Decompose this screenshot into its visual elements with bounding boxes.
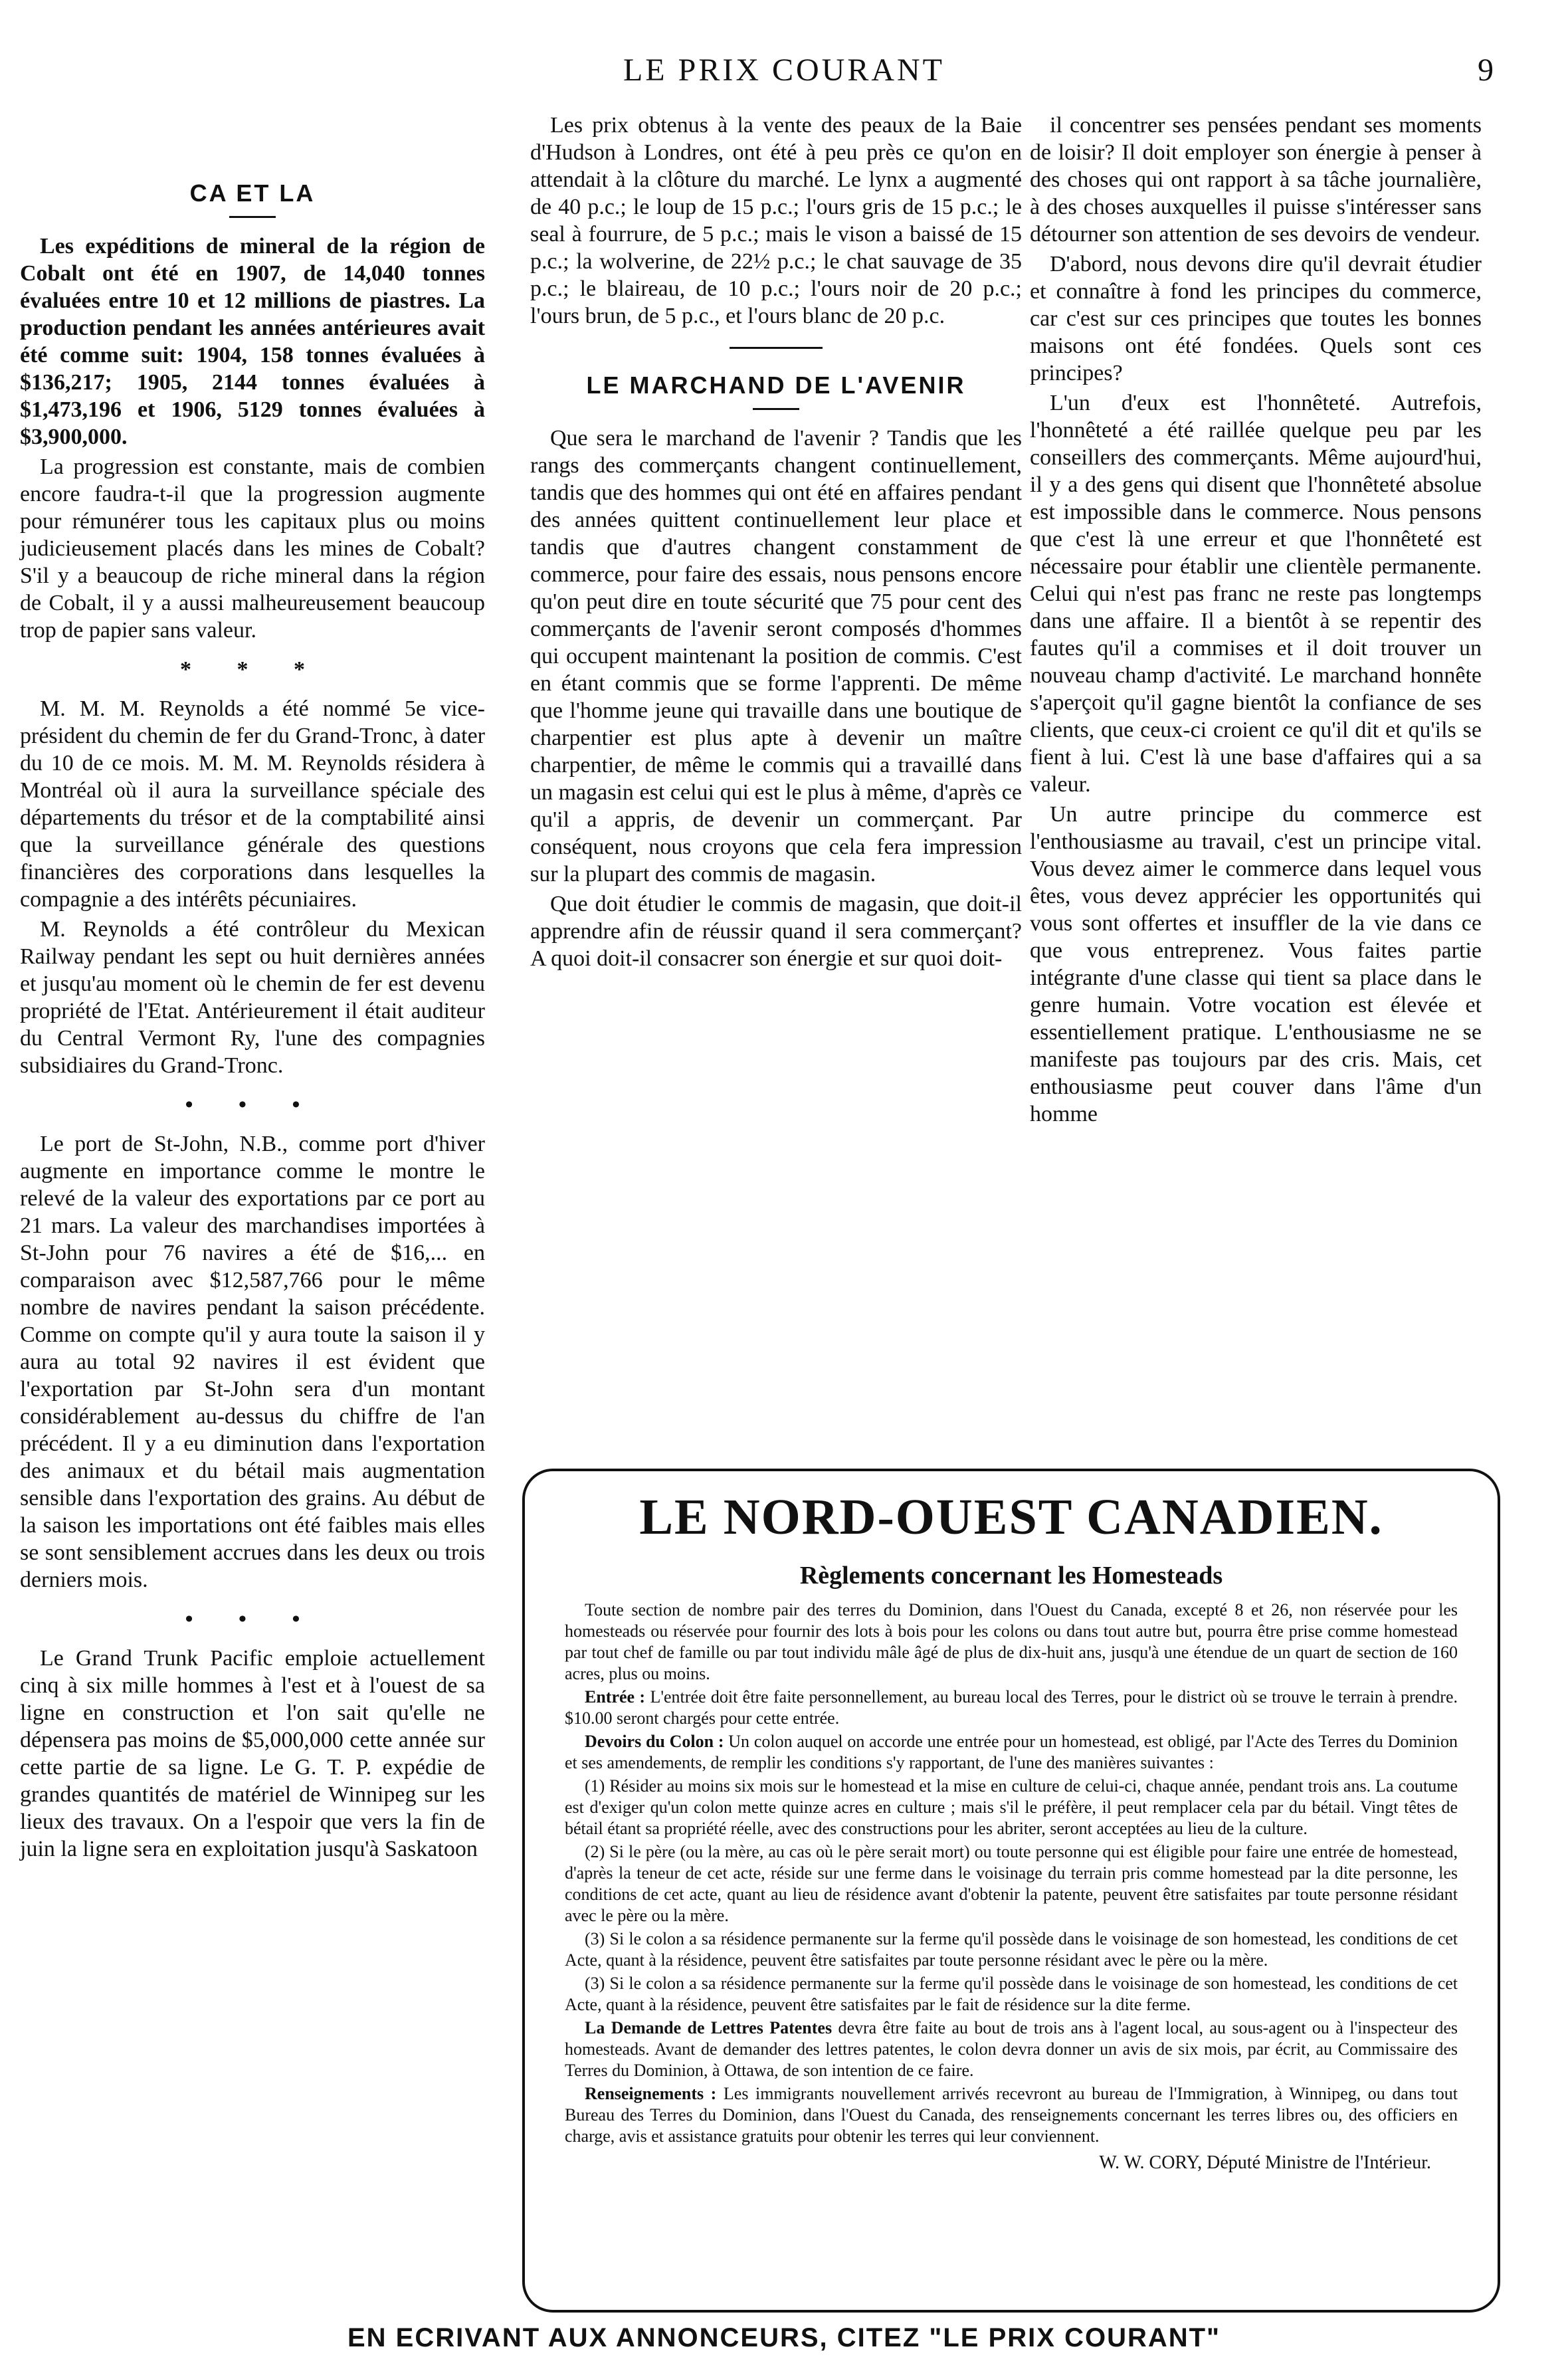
paragraph: Le Grand Trunk Pacific emploie actuellement cinq à six mille hommes à l'est et à l'ouest de sa ligne en construction et l'on sait qu'elle ne dépensera pas moins de $5,000,000 cette année sur cette partie de sa ligne. Le G. T. P. expédie de grandes quantités de matériel de Winnipeg sur les lieux des travaux. On a l'espoir que vers la fin de juin la ligne sera en exploitation jusqu'à Saskatoon (20, 1646, 485, 1861)
paragraph: M. Reynolds a été contrôleur du Mexican Railway pendant les sept ou huit dernières années et jusqu'au moment où le chemin de fer est devenu propriété de l'Etat. Antérieurement il était auditeur du Central Vermont Ry, l'une des compagnies subsidiaires du Grand-Tronc. (20, 917, 485, 1078)
paragraph: D'abord, nous devons dire qu'il devrait étudier et connaître à fond les principes du commerce, car c'est sur ces principes que toutes les bonnes maisons ont été fondées. Quels sont ces principes? (1030, 252, 1482, 385)
column-left (20, 179, 485, 1865)
ad-text: devra être faite au bout de trois ans à l'agent local, au sous-agent ou à l'inspecteur des homesteads. Avant de demander des lettres patentes, le colon devra donner un avis de six mois, par écrit, au Commissaire des Terres du Dominion, à Ottawa, de son intention de ce faire. (565, 2018, 1458, 2080)
page-footer: EN ECRIVANT AUX ANNONCEURS, CITEZ "LE PRIX COURANT" (347, 2323, 1221, 2352)
divider (730, 347, 823, 349)
ad-lead: Devoirs du Colon : (585, 1732, 724, 1751)
ad-condition: (3) Si le colon a sa résidence permanente sur la ferme qu'il possède dans le voisinage de son homestead, les conditions de cet Acte, quant à la résidence, peuvent être satisfaites par toute personne résidant avec le père ou la mère. (565, 1929, 1458, 1970)
paragraph: Un autre principe du commerce est l'enthousiasme au travail, c'est un principe vital. Vous devez aimer le commerce dans lequel vous êtes, vous devez apprécier les opportunités qui vous sont offertes et insuffler de la vie dans ce que vous entreprenez. Vous faites partie intégrante d'une classe qui tient sa place dans le genre humain. Votre vocation est élevée et essentiellement pratique. L'enthousiasme ne se manifeste pas toujours par des cris. Mais, cet enthousiasme peut couver dans l'âme d'un homme (1030, 802, 1482, 1126)
ad-text: L'entrée doit être faite personnellement, au bureau local des Terres, pour le district où se trouve le terrain à prendre. $10.00 seront chargés pour cette entrée. (565, 1687, 1458, 1728)
ad-paragraph (565, 2083, 1458, 2147)
ad-paragraph (565, 1687, 1458, 1729)
ad-lead: Renseignements : (585, 2084, 717, 2103)
paragraph: il concentrer ses pensées pendant ses moments de loisir? Il doit employer son énergie à penser à des choses qui ont rapport à sa tâche journalière, à des choses auxquelles il puisse s'intéresser sans détourner son attention de ses devoirs de vendeur. (1030, 113, 1482, 247)
ad-paragraph: Toute section de nombre pair des terres du Dominion, dans l'Ouest du Canada, excepté 8 et 26, non réservée pour les homesteads ou réservée pour fournir des lots à bois pour les colons ou dans tout autre but, pourra être prise comme homestead par tout chef de famille ou par tout individu mâle âgé de plus de dix-huit ans, jusqu'à une étendue de un quart de section de 160 acres, plus ou moins. (565, 1600, 1458, 1683)
paragraph: M. M. M. Reynolds a été nommé 5e vice-président du chemin de fer du Grand-Tronc, à dater du 10 de ce mois. M. M. M. Reynolds résidera à Montréal où il aura la surveillance spéciale des départements du trésor et de la comptabilité ainsi que la surveillance générale des questions financières des corporations dans lesquelles la compagnie a des intérêts pécuniaires. (20, 696, 485, 912)
ad-text: Les immigrants nouvellement arrivés recevront au bureau de l'Immigration, à Winnipeg, ou dans tout Bureau des Terres du Dominion, dans l'Ouest du Canada, des renseignements concernant les terres libres ou, des officiers en charge, avis et assistance gratuits pour obtenir les terres qui leur conviennent. (565, 2084, 1458, 2146)
paragraph: Le port de St-John, N.B., comme port d'hiver augmente en importance comme le montre le relevé de la valeur des exportations par ce port au 21 mars. La valeur des marchandises importées à St-John pour 76 navires a été de $16,... en comparaison avec $12,587,766 pour le même nombre de navires pendant la saison précédente. Comme on compte qu'il y aura toute la saison il y aura au total 92 navires il est évident que l'exportation par St-John sera d'un montant considérablement au-dessus du chiffre de l'an précédent. Il y a eu diminution dans l'exportation des animaux et du bétail mais augmentation sensible dans l'exportation des grains. Au début de la saison les importations ont été faibles mais elles se sont sensiblement accrues dans les deux ou trois derniers mois. (20, 1132, 485, 1592)
ad-body (565, 1600, 1458, 2147)
ad-signature: W. W. CORY, Député Ministre de l'Intérieur. (1099, 2152, 1431, 2173)
paragraph: Que doit étudier le commis de magasin, que doit-il apprendre afin de réussir quand il sera commerçant? A quoi doit-il consacrer son énergie et sur quoi doit- (530, 892, 1022, 971)
section-title-marchand: LE MARCHAND DE L'AVENIR (586, 371, 966, 399)
paragraph: La progression est constante, mais de combien encore faudra-t-il que la progression augmente pour rémunérer tous les capitaux plus ou moins judicieusement placés dans les mines de Cobalt? S'il y a beaucoup de riche mineral dans la région de Cobalt, il y a aussi malheureusement beaucoup trop de papier sans valeur. (20, 455, 485, 643)
ad-lead: La Demande de Lettres Patentes (585, 2018, 833, 2037)
ad-condition: (3) Si le colon a sa résidence permanente sur la ferme qu'il possède dans le voisinage de son homestead, les conditions de cet Acte, quant à la résidence, peuvent être satisfaites par le fait de résidence sur la dite ferme. (565, 1974, 1458, 2014)
ad-condition: (1) Résider au moins six mois sur le homestead et la mise en culture de celui-ci, chaque année, pendant trois ans. La coutume est d'exiger qu'un colon mette quinze acres en culture ; mais s'il le préfère, il peut remplacer cela par du bétail. Vingt têtes de bétail étant sa propriété réelle, avec des constructions pour les abriter, seront acceptées au lieu de la culture. (565, 1776, 1458, 1838)
ornament-stars: * * * (180, 657, 325, 682)
paragraph: Les prix obtenus à la vente des peaux de la Baie d'Hudson à Londres, ont été à peu près ce qu'on en attendait à la clôture du marché. Le lynx a augmenté de 40 p.c.; le loup de 15 p.c.; l'ours gris de 15 p.c.; le seal à fourrure, de 5 p.c.; mais le vison a baissé de 15 p.c.; la wolverine, de 22½ p.c.; le chat sauvage de 35 p.c.; le blaireau, de 10 p.c.; l'ours noir de 20 p.c.; l'ours brun, de 5 p.c., et l'ours blanc de 20 p.c. (530, 113, 1022, 328)
ornament-dots: • • • (185, 1092, 320, 1117)
section-title-ca-et-la: CA ET LA (189, 179, 316, 207)
ad-condition: (2) Si le père (ou la mère, au cas où le père serait mort) ou toute personne qui est éligible pour faire une entrée de homestead, d'après la teneur de cet acte, réside sur une ferme dans le voisinage du terrain pris comme homestead par la dite personne, les conditions de cet acte, quant au lieu de résidence avant d'obtenir la patente, peuvent être satisfaites par toute personne résidant avec le père ou la mère. (565, 1842, 1458, 1925)
column-right (1030, 112, 1482, 1130)
paragraph: L'un d'eux est l'honnêteté. Autrefois, l'honnêteté a été raillée quelque peu par les conseillers des commerçants. Même aujourd'hui, il y a des gens qui disent que l'honnêteté absolue est impossible dans le commerce. Nous pensons que c'est là une erreur et que l'honnêteté est nécessaire pour établir une clientèle permanente. Celui qui n'est pas franc ne reste pas longtemps dans une affaire. Il a bientôt à se repentir des fautes qu'il a commises et il doit trouver un nouveau champ d'activité. Le marchand honnête s'aperçoit qu'il gagne bientôt la confiance de ses clients, que ceux-ci croient ce qu'il dit et qu'ils se fient à lui. C'est là une base d'affaires qui a sa valeur. (1030, 391, 1482, 797)
paragraph: Que sera le marchand de l'avenir ? Tandis que les rangs des commerçants changent continuellement, tandis que des hommes qui ont été en affaires pendant des années quittent continuellement leur place et tandis que d'autres changent constamment de commerce, pour faire des essais, nous pensons encore qu'on peut dire en toute sécurité que 75 pour cent des commerçants de l'avenir seront composés d'hommes qui occupent maintenant la position de commis. C'est en étant commis que se forme l'apprenti. De même que l'homme jeune qui travaille dans une boutique de charpentier est plus apte à devenir un maître charpentier, de même le commis qui a travaillé dans un magasin est celui qui est le plus à même, d'après ce qu'il a appris, de devenir un commerçant. Par conséquent, nous croyons que cela fera impression sur la plupart des commis de magasin. (530, 426, 1022, 886)
divider (753, 408, 799, 410)
homestead-advertisement (522, 1469, 1500, 2313)
ornament-dots: • • • (185, 1607, 320, 1631)
ad-subtitle: Règlements concernant les Homesteads (799, 1562, 1223, 1590)
ad-lead: Entrée : (585, 1687, 646, 1706)
column-middle (530, 112, 1022, 975)
ad-paragraph (565, 1731, 1458, 1774)
ad-title: LE NORD-OUEST CANADIEN. (639, 1489, 1383, 1545)
ad-paragraph (565, 2017, 1458, 2081)
running-head: LE PRIX COURANT (623, 52, 945, 88)
page-number: 9 (1478, 52, 1494, 88)
ad-text: Un colon auquel on accorde une entrée pour un homestead, est obligé, par l'Acte des Terres du Dominion et ses amendements, de remplir les conditions s'y rapportant, de l'une des manières suivantes : (565, 1732, 1458, 1772)
divider (229, 216, 276, 218)
paragraph: Les expéditions de mineral de la région de Cobalt ont été en 1907, de 14,040 tonnes évaluées entre 10 et 12 millions de piastres. La production pendant les années antérieures avait été comme suit: 1904, 158 tonnes évaluées à $136,217; 1905, 2144 tonnes évaluées à $1,473,196 et 1906, 5129 tonnes évaluées à $3,900,000. (20, 234, 485, 449)
